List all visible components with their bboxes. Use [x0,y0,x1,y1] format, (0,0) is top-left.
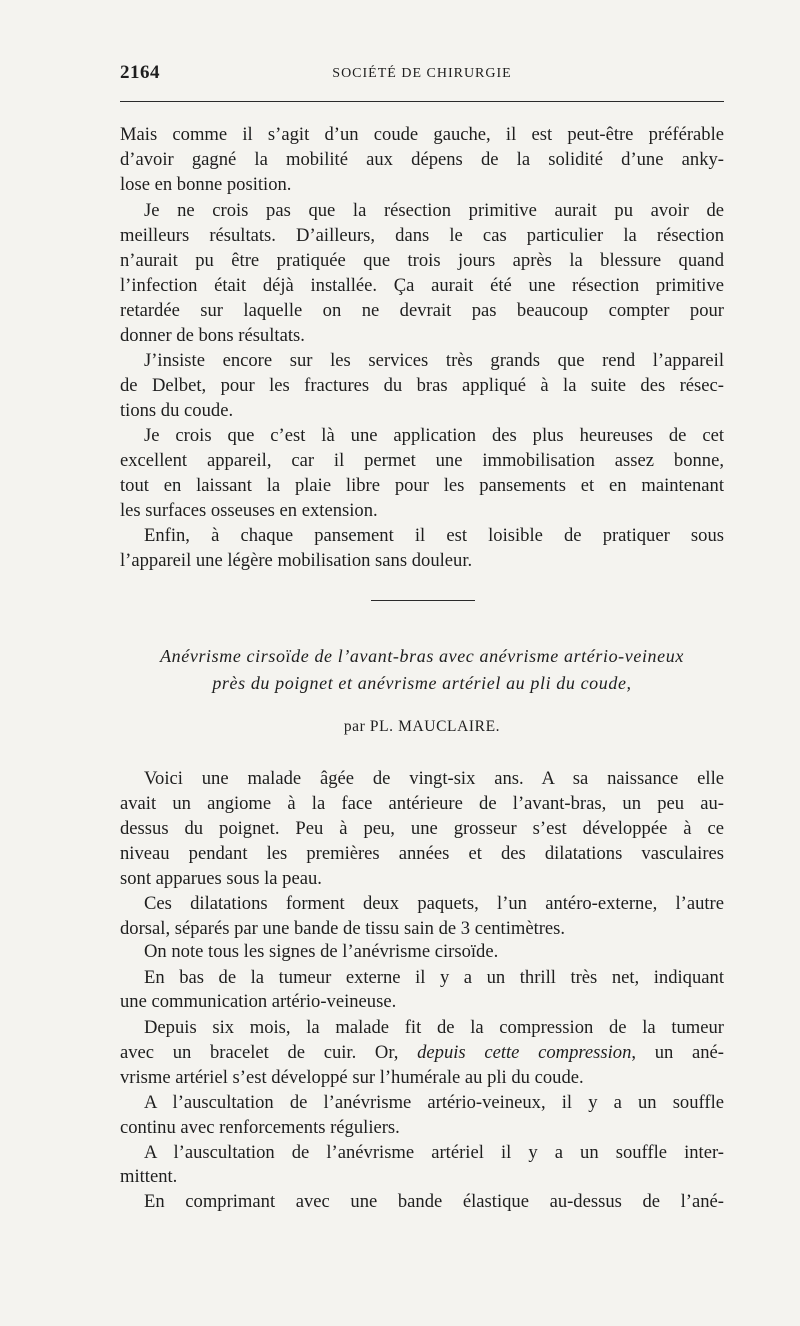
text-line: tions du coude. [120,400,234,421]
text-line: tout en laissant la plaie libre pour les pansements et en maintenant [120,475,724,496]
text-line: Mais comme il s’agit d’un coude gauche, il est peut-être préférable [120,124,724,145]
text-line: dessus du poignet. Peu à peu, une grosseur s’est développée à ce [120,818,724,839]
text-line: donner de bons résultats. [120,325,305,346]
text-line: d’avoir gagné la mobilité aux dépens de la solidité d’une anky- [120,149,724,170]
text-line: Voici une malade âgée de vingt-six ans. A sa naissance elle [144,768,724,789]
text-line: Depuis six mois, la malade fit de la compression de la tumeur [144,1017,724,1038]
text-line: Ces dilatations forment deux paquets, l’un antéro-externe, l’autre [144,893,724,914]
text-line: En bas de la tumeur externe il y a un thrill très net, indiquant [144,967,724,988]
text-line: mittent. [120,1166,178,1187]
text-line: Je ne crois pas que la résection primitive aurait pu avoir de [144,200,724,221]
text-line: A l’auscultation de l’anévrisme artério-veineux, il y a un souffle [144,1092,724,1113]
page-header [120,62,724,92]
text-line: lose en bonne position. [120,174,292,195]
page-number: 2164 [120,62,160,83]
text-line: Je crois que c’est là une application des plus heureuses de cet [144,425,724,446]
article-title-line: près du poignet et anévrisme artériel au pli du coude, [212,673,632,693]
text-line: excellent appareil, car il permet une immobilisation assez bonne, [120,450,724,471]
article-title-line: Anévrisme cirsoïde de l’avant-bras avec anévrisme artério-veineux [160,646,684,666]
text-line: vrisme artériel s’est développé sur l’humérale au pli du coude. [120,1067,584,1088]
section-divider [371,600,475,601]
text-line: avait un angiome à la face antérieure de l’avant-bras, un peu au- [120,793,724,814]
text-line: meilleurs résultats. D’ailleurs, dans le cas particulier la résection [120,225,724,246]
article-byline: par PL. MAUCLAIRE. [343,718,501,735]
text-line: dorsal, séparés par une bande de tissu sain de 3 centimètres. [120,918,566,939]
text-line: les surfaces osseuses en extension. [120,500,378,521]
running-head: SOCIÉTÉ DE CHIRURGIE [332,66,512,81]
text-line: niveau pendant les premières années et des dilatations vasculaires [120,843,724,864]
text-line: l’appareil une légère mobilisation sans douleur. [120,550,473,571]
text-line: n’aurait pu être pratiquée que trois jours après la blessure quand [120,250,724,271]
text-line: avec un bracelet de cuir. Or, depuis cette compression, un ané- [120,1042,724,1063]
text-line: l’infection était déjà installée. Ça aurait été une résection primitive [120,275,724,296]
text-line: de Delbet, pour les fractures du bras appliqué à la suite des résec- [120,375,724,396]
text-line: continu avec renforcements réguliers. [120,1117,400,1138]
text-line: On note tous les signes de l’anévrisme cirsoïde. [144,941,499,962]
text-line: Enfin, à chaque pansement il est loisible de pratiquer sous [144,525,724,546]
header-rule [120,101,724,102]
text-line: retardée sur laquelle on ne devrait pas beaucoup compter pour [120,300,724,321]
text-line: En comprimant avec une bande élastique au-dessus de l’ané- [144,1191,724,1212]
text-line: sont apparues sous la peau. [120,868,322,889]
text-line: une communication artério-veineuse. [120,991,397,1012]
text-line: A l’auscultation de l’anévrisme artériel il y a un souffle inter- [144,1142,724,1163]
text-line: J’insiste encore sur les services très grands que rend l’appareil [144,350,724,371]
